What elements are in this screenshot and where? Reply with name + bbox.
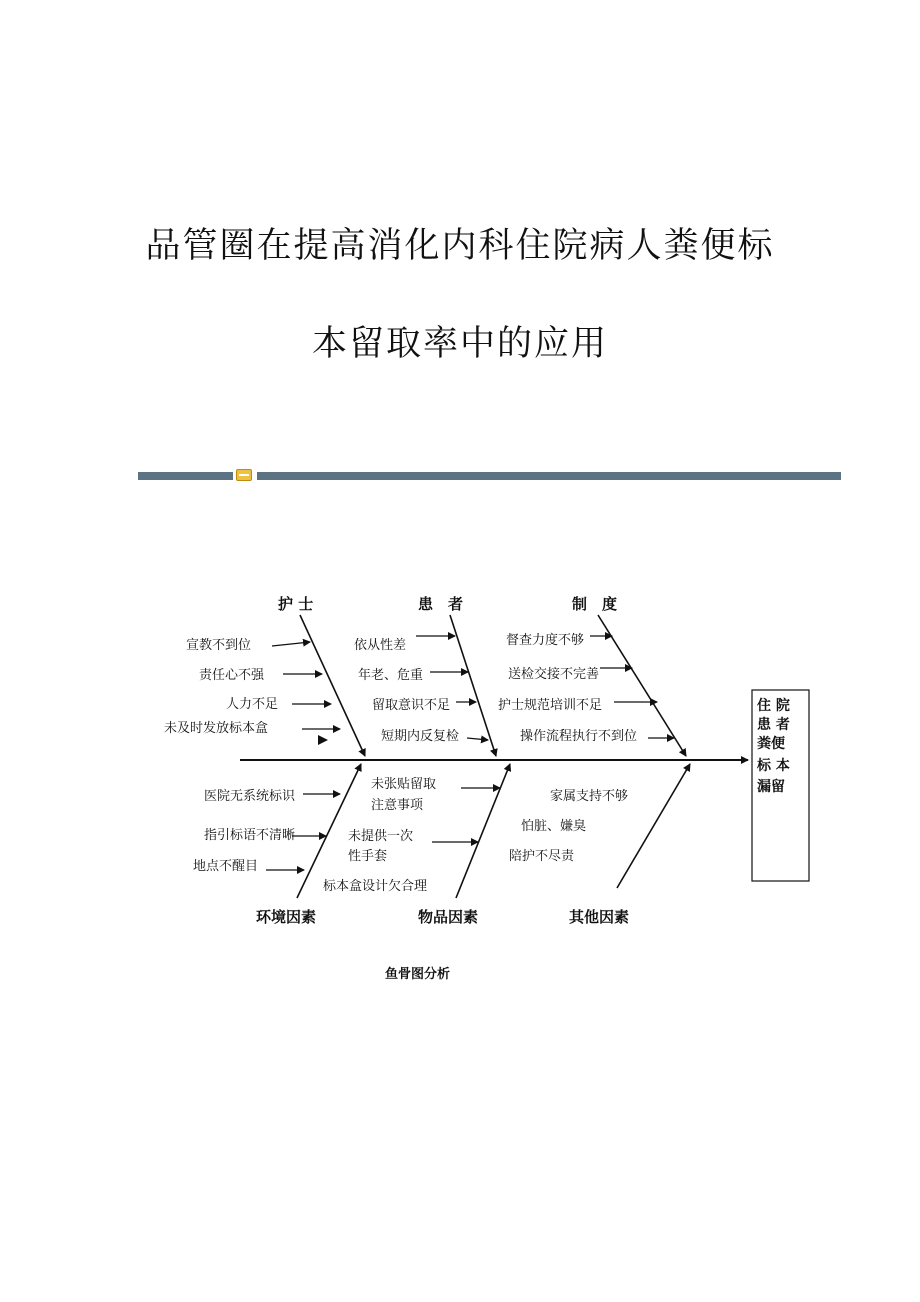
cause-supplies-2b: 性手套: [348, 849, 388, 864]
document-title-line-2: 本留取率中的应用: [311, 324, 608, 364]
diagram-caption: 鱼骨图分析: [385, 967, 451, 982]
cause-patient-3: 留取意识不足: [372, 698, 451, 713]
cause-nurse-4: 未及时发放标本盒: [164, 721, 269, 736]
category-environment: 环境因素: [256, 908, 317, 926]
cause-system-4: 操作流程执行不到位: [520, 729, 638, 744]
cause-supplies-2a: 未提供一次: [348, 829, 414, 844]
cause-nurse-3: 人力不足: [226, 697, 279, 712]
cause-other-2: 怕脏、嫌臭: [521, 819, 587, 834]
category-system: 制 度: [572, 595, 618, 613]
cause-environment-3: 地点不醒目: [193, 859, 259, 874]
category-other: 其他因素: [569, 908, 630, 926]
cause-patient-2: 年老、危重: [358, 668, 424, 683]
category-patient: 患 者: [418, 595, 464, 613]
cause-supplies-3: 标本盒设计欠合理: [323, 879, 428, 894]
cause-nurse-2: 责任心不强: [199, 668, 265, 683]
cause-other-1: 家属支持不够: [550, 789, 629, 804]
cause-system-1: 督查力度不够: [506, 633, 585, 648]
cause-environment-2: 指引标语不清晰: [204, 828, 296, 843]
cause-system-3: 护士规范培训不足: [498, 698, 603, 713]
document-title-line-1: 品管圈在提高消化内科住院病人粪便标: [145, 226, 775, 266]
cause-system-2: 送检交接不完善: [508, 667, 600, 682]
cause-patient-1: 依从性差: [354, 638, 407, 653]
cause-environment-1: 医院无系统标识: [204, 789, 296, 804]
effect-line-2: 患 者: [757, 717, 790, 733]
bone-nurse: [300, 615, 365, 756]
cause-nurse-1: 宣教不到位: [186, 638, 252, 653]
effect-line-1: 住 院: [757, 698, 790, 714]
cause-supplies-1b: 注意事项: [371, 798, 424, 813]
category-nurse: 护 士: [278, 595, 314, 613]
bone-other: [617, 764, 690, 888]
cause-other-3: 陪护不尽责: [509, 849, 575, 864]
cause-supplies-1a: 未张贴留取: [371, 777, 437, 792]
category-supplies: 物品因素: [418, 908, 479, 926]
bone-supplies: [456, 764, 510, 898]
effect-line-4: 标 本: [757, 758, 790, 774]
effect-line-5: 漏留: [757, 779, 785, 795]
effect-line-3: 粪便: [757, 736, 785, 752]
cause-patient-4: 短期内反复检: [381, 729, 460, 744]
